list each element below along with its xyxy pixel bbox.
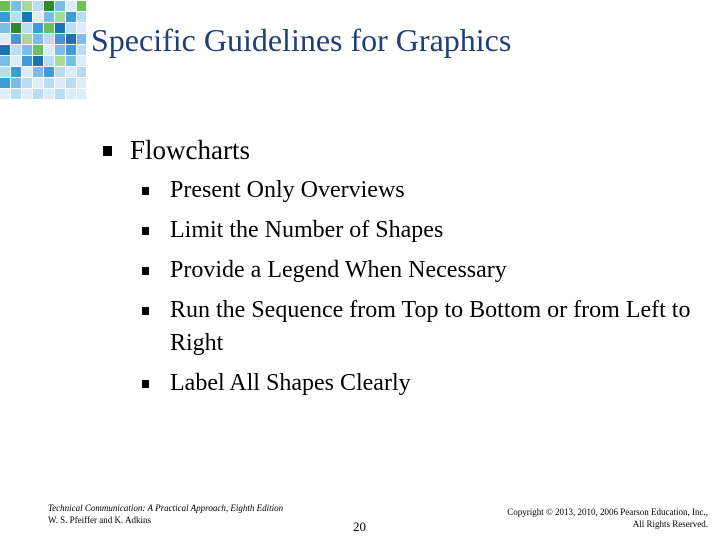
logo-tile: [33, 12, 43, 22]
logo-tile: [33, 34, 43, 44]
logo-tile: [66, 89, 76, 99]
logo-tile: [55, 45, 65, 55]
logo-tile: [66, 67, 76, 77]
logo-tile: [33, 78, 43, 88]
logo-tile: [77, 45, 86, 55]
logo-tile: [77, 78, 86, 88]
square-bullet-icon: [142, 187, 149, 195]
logo-tile: [44, 45, 54, 55]
copyright-line-1: Copyright © 2013, 2010, 2006 Pearson Education, Inc.,: [507, 507, 708, 517]
logo-tile: [44, 78, 54, 88]
logo-tile: [11, 1, 21, 11]
logo-tile: [66, 1, 76, 11]
logo-tile: [66, 78, 76, 88]
sub-bullet-text: Limit the Number of Shapes: [170, 217, 444, 243]
logo-tile: [33, 45, 43, 55]
sub-bullet-list: [140, 174, 703, 400]
pearson-tile-grid-icon: [0, 0, 86, 102]
logo-tile: [44, 1, 54, 11]
square-bullet-icon: [142, 227, 149, 235]
square-bullet-icon: [142, 380, 149, 388]
slide-title: Specific Guidelines for Graphics: [91, 22, 512, 58]
logo-tile: [22, 1, 32, 11]
bullet-text: Flowcharts: [130, 135, 250, 165]
logo-tile: [44, 67, 54, 77]
sub-bullet-text: Label All Shapes Clearly: [170, 370, 411, 396]
logo-tile: [22, 78, 32, 88]
sub-bullet-item: [140, 294, 720, 360]
page-number: 20: [353, 519, 366, 534]
logo-tile: [0, 67, 10, 77]
logo-tile: [11, 78, 21, 88]
logo-tile: [33, 89, 43, 99]
logo-tile: [11, 67, 21, 77]
logo-tile: [55, 12, 65, 22]
footer-book-title: Technical Communication: A Practical Approach, Eighth Edition: [48, 503, 284, 513]
logo-tile: [11, 56, 21, 66]
logo-tile: [33, 1, 43, 11]
logo-tile: [33, 23, 43, 33]
logo-tile: [0, 1, 10, 11]
logo-tile: [22, 89, 32, 99]
logo-tile: [44, 23, 54, 33]
logo-tile: [33, 56, 43, 66]
footer-authors: W. S. Pfeiffer and K. Adkins: [48, 515, 151, 525]
square-bullet-icon: [103, 146, 112, 156]
logo-tile: [55, 56, 65, 66]
footer-citation: [48, 502, 283, 526]
logo-tile: [11, 23, 21, 33]
logo-tile: [44, 12, 54, 22]
logo-tile: [77, 12, 86, 22]
sub-bullet-item: [140, 214, 720, 247]
copyright-line-2: All Rights Reserved.: [632, 519, 708, 529]
logo-tile: [66, 45, 76, 55]
logo-tile: [77, 34, 86, 44]
logo-tile: [55, 34, 65, 44]
logo-tile: [11, 89, 21, 99]
logo-tile: [0, 56, 10, 66]
logo-tile: [22, 67, 32, 77]
logo-tile: [22, 23, 32, 33]
logo-tile: [0, 23, 10, 33]
sub-bullet-item: [140, 367, 720, 400]
logo-tile: [0, 78, 10, 88]
logo-tile: [55, 78, 65, 88]
logo-tile: [33, 67, 43, 77]
logo-tile: [66, 12, 76, 22]
bullet-item-flowcharts: [103, 132, 703, 400]
logo-tile: [44, 89, 54, 99]
logo-tile: [22, 12, 32, 22]
logo-tile: [22, 45, 32, 55]
logo-tile: [11, 34, 21, 44]
sub-bullet-item: [140, 254, 720, 287]
logo-tile: [44, 56, 54, 66]
logo-tile: [55, 23, 65, 33]
square-bullet-icon: [142, 267, 149, 275]
logo-tile: [77, 67, 86, 77]
logo-tile: [77, 1, 86, 11]
logo-tile: [55, 1, 65, 11]
logo-tile: [77, 23, 86, 33]
logo-tile: [11, 12, 21, 22]
logo-tile: [77, 89, 86, 99]
sub-bullet-text: Provide a Legend When Necessary: [170, 257, 507, 283]
logo-tile: [66, 34, 76, 44]
logo-tile: [22, 34, 32, 44]
logo-tile: [0, 45, 10, 55]
bullet-list: [103, 132, 703, 407]
logo-tile: [66, 23, 76, 33]
logo-tile: [55, 89, 65, 99]
logo-tile: [66, 56, 76, 66]
logo-tile: [11, 45, 21, 55]
logo-tile: [55, 67, 65, 77]
logo-tile: [0, 34, 10, 44]
sub-bullet-text: Present Only Overviews: [170, 177, 405, 203]
logo-tile: [0, 12, 10, 22]
footer-copyright: [507, 506, 708, 530]
logo-tile: [77, 56, 86, 66]
logo-tile: [0, 89, 10, 99]
sub-bullet-text: Run the Sequence from Top to Bottom or from Left to Right: [170, 297, 691, 356]
square-bullet-icon: [142, 307, 149, 315]
sub-bullet-item: [140, 174, 720, 207]
logo-tile: [22, 56, 32, 66]
logo-tile: [44, 34, 54, 44]
